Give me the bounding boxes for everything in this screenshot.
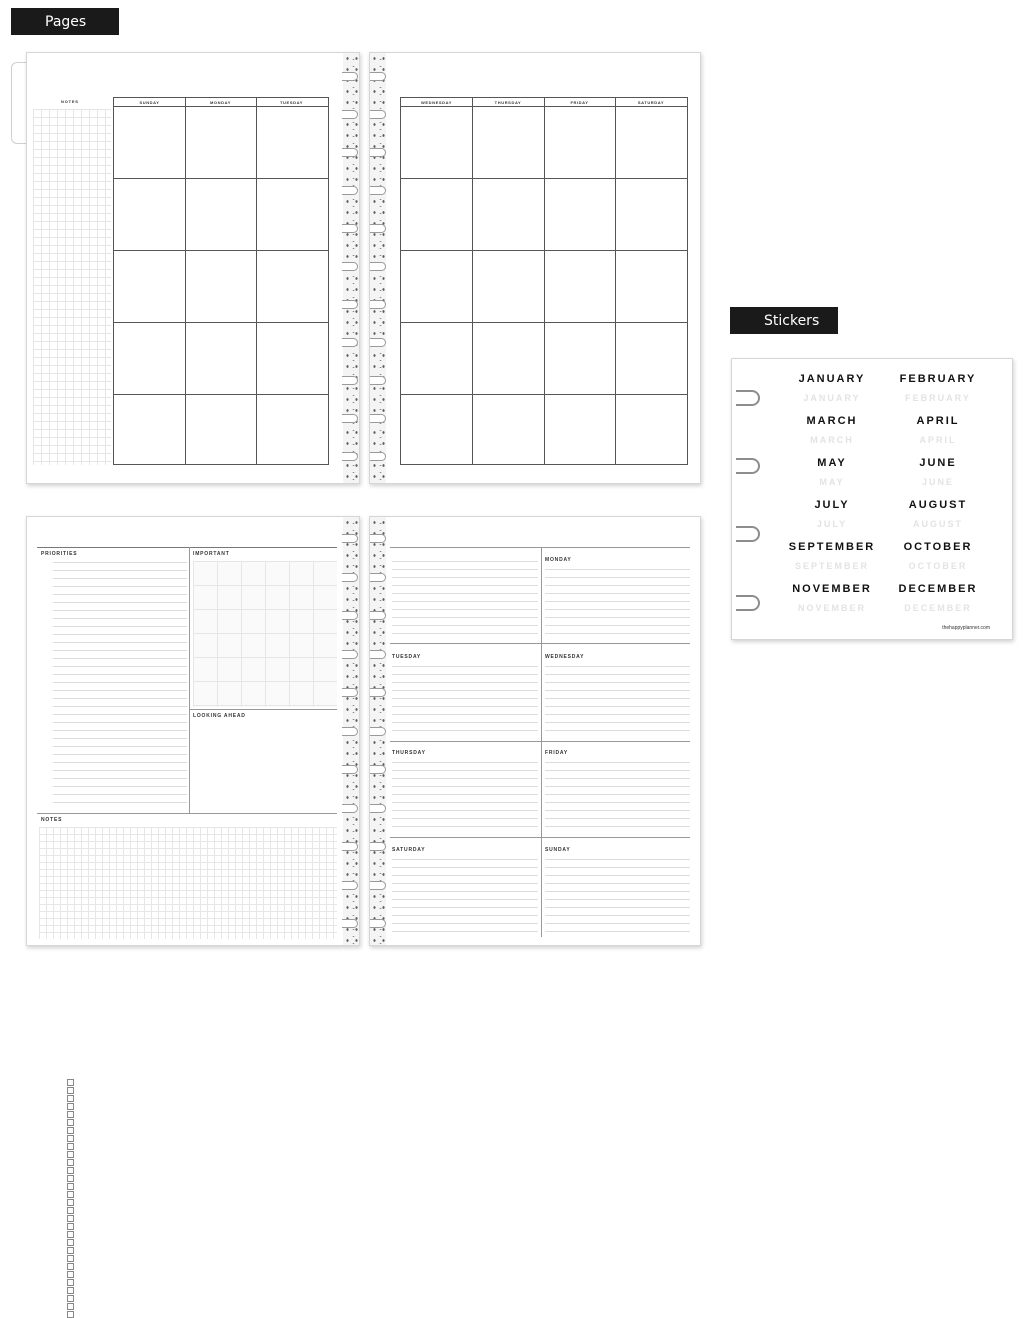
- monthly-right-page: [369, 52, 701, 484]
- priority-checkbox[interactable]: [67, 1223, 74, 1230]
- binding-disc: [342, 534, 358, 543]
- weekly-monday-label: MONDAY: [545, 557, 572, 563]
- binding-disc: [370, 842, 386, 851]
- binding-disc: [370, 262, 386, 271]
- binding-disc: [342, 224, 358, 233]
- sticker-july: JULY: [814, 499, 850, 511]
- binding-disc: [370, 534, 386, 543]
- priority-checkbox[interactable]: [67, 1247, 74, 1254]
- monday-lines: [545, 569, 690, 641]
- binding-disc: [370, 338, 386, 347]
- thursday-lines: [392, 762, 538, 834]
- priorities-list: [53, 562, 187, 808]
- binding-disc: [342, 452, 358, 461]
- sticker-october-ghost: OCTOBER: [908, 561, 968, 571]
- binding-disc: [370, 300, 386, 309]
- priority-checkbox[interactable]: [67, 1151, 74, 1158]
- binding-disc: [370, 573, 386, 582]
- binding-disc: [370, 110, 386, 119]
- sticker-november: NOVEMBER: [792, 583, 872, 595]
- stickers-label: Stickers: [730, 307, 838, 334]
- sticker-november-ghost: NOVEMBER: [797, 603, 866, 613]
- weekly-notes-grid: [39, 827, 337, 939]
- sticker-february-ghost: FEBRUARY: [905, 393, 971, 403]
- priority-checkbox[interactable]: [67, 1087, 74, 1094]
- binding-disc: [342, 414, 358, 423]
- day-header-friday: FRIDAY: [570, 100, 589, 105]
- monthly-left-page: [26, 52, 360, 484]
- saturday-lines: [392, 859, 538, 937]
- important-area: [193, 561, 337, 707]
- binding-disc: [342, 650, 358, 659]
- sticker-credit: thehappyplanner.com: [942, 625, 990, 631]
- notes-box: [392, 561, 538, 641]
- binding-disc: [342, 881, 358, 890]
- sticker-august-ghost: AUGUST: [913, 519, 963, 529]
- binding-disc: [342, 804, 358, 813]
- sticker-june-ghost: JUNE: [921, 477, 954, 487]
- binding-disc: [370, 148, 386, 157]
- sticker-august: AUGUST: [908, 499, 968, 511]
- priority-checkbox[interactable]: [67, 1295, 74, 1302]
- sticker-april: APRIL: [916, 415, 960, 427]
- binding-disc: [342, 727, 358, 736]
- looking-ahead-label: LOOKING AHEAD: [193, 713, 246, 719]
- priority-checkbox[interactable]: [67, 1271, 74, 1278]
- weekly-notes-label: NOTES: [41, 817, 63, 823]
- binding-disc: [370, 650, 386, 659]
- binding-disc: [342, 842, 358, 851]
- sticker-ring: [736, 595, 760, 611]
- weekly-right-page: [369, 516, 701, 946]
- pages-label: Pages: [11, 8, 119, 35]
- sunday-lines: [545, 859, 690, 937]
- priority-checkbox[interactable]: [67, 1207, 74, 1214]
- binding-disc: [370, 765, 386, 774]
- priority-checkbox[interactable]: [67, 1175, 74, 1182]
- weekly-saturday-label: SATURDAY: [392, 847, 426, 853]
- binding-disc: [370, 376, 386, 385]
- priority-checkbox[interactable]: [67, 1311, 74, 1318]
- binding-disc: [370, 804, 386, 813]
- wednesday-lines: [545, 666, 690, 738]
- priority-checkbox[interactable]: [67, 1303, 74, 1310]
- binding-disc: [342, 573, 358, 582]
- binding-disc: [342, 148, 358, 157]
- binding-disc: [342, 338, 358, 347]
- sticker-march-ghost: MARCH: [810, 435, 854, 445]
- binding-disc: [342, 300, 358, 309]
- binding-disc: [342, 110, 358, 119]
- sticker-september-ghost: SEPTEMBER: [794, 561, 869, 571]
- sticker-july-ghost: JULY: [816, 519, 848, 529]
- priority-checkbox[interactable]: [67, 1199, 74, 1206]
- priority-checkbox[interactable]: [67, 1119, 74, 1126]
- priority-checkbox[interactable]: [67, 1263, 74, 1270]
- sticker-ring: [736, 390, 760, 406]
- weekly-tuesday-label: TUESDAY: [392, 654, 422, 660]
- sticker-september: SEPTEMBER: [788, 541, 876, 553]
- binding-disc: [342, 688, 358, 697]
- sticker-may-ghost: MAY: [819, 477, 845, 487]
- binding-disc: [370, 452, 386, 461]
- binding-disc: [342, 765, 358, 774]
- priority-checkbox[interactable]: [67, 1095, 74, 1102]
- binding-disc: [342, 611, 358, 620]
- weekly-friday-label: FRIDAY: [545, 750, 568, 756]
- priority-checkbox[interactable]: [67, 1167, 74, 1174]
- binding-disc: [370, 611, 386, 620]
- binding-disc: [370, 688, 386, 697]
- priority-checkbox[interactable]: [67, 1239, 74, 1246]
- priority-checkbox[interactable]: [67, 1255, 74, 1262]
- priorities-label: PRIORITIES: [41, 551, 78, 557]
- monthly-notes-grid: [33, 109, 111, 465]
- binding-disc: [370, 414, 386, 423]
- binding-disc: [370, 72, 386, 81]
- sticker-ring: [736, 458, 760, 474]
- monthly-right-calendar: [400, 97, 688, 465]
- sticker-june: JUNE: [919, 457, 957, 469]
- binding-disc: [370, 727, 386, 736]
- binding-disc: [342, 376, 358, 385]
- sticker-january-ghost: JANUARY: [803, 393, 861, 403]
- priority-checkbox[interactable]: [67, 1279, 74, 1286]
- priority-checkbox[interactable]: [67, 1079, 74, 1086]
- sticker-april-ghost: APRIL: [919, 435, 957, 445]
- sticker-february: FEBRUARY: [899, 373, 977, 385]
- sticker-sheet: [731, 358, 1013, 640]
- priority-checkbox[interactable]: [67, 1231, 74, 1238]
- sticker-may: MAY: [817, 457, 847, 469]
- priority-checkbox[interactable]: [67, 1183, 74, 1190]
- priority-checkbox[interactable]: [67, 1159, 74, 1166]
- friday-lines: [545, 762, 690, 834]
- day-header-thursday: THURSDAY: [494, 100, 522, 105]
- sticker-march: MARCH: [806, 415, 858, 427]
- binding-disc: [370, 881, 386, 890]
- day-header-saturday: SATURDAY: [637, 100, 665, 105]
- day-header-tuesday: TUESDAY: [280, 100, 303, 105]
- sticker-december-ghost: DECEMBER: [904, 603, 972, 613]
- sticker-october: OCTOBER: [903, 541, 973, 553]
- priority-checkbox[interactable]: [67, 1135, 74, 1142]
- monthly-notes-label: NOTES: [61, 99, 79, 104]
- priority-checkbox[interactable]: [67, 1103, 74, 1110]
- weekly-left-page: [26, 516, 360, 946]
- weekly-thursday-label: THURSDAY: [392, 750, 426, 756]
- binding-disc: [370, 224, 386, 233]
- binding-disc: [370, 919, 386, 928]
- monthly-left-calendar: [113, 97, 329, 465]
- sticker-december: DECEMBER: [898, 583, 978, 595]
- binding-disc: [342, 72, 358, 81]
- priority-checkbox[interactable]: [67, 1287, 74, 1294]
- binding-disc: [342, 186, 358, 195]
- binding-disc: [370, 186, 386, 195]
- day-header-sunday: SUNDAY: [139, 100, 160, 105]
- weekly-sunday-label: SUNDAY: [545, 847, 571, 853]
- binding-disc: [342, 262, 358, 271]
- priority-checkbox[interactable]: [67, 1191, 74, 1198]
- tuesday-lines: [392, 666, 538, 738]
- sticker-january: JANUARY: [798, 373, 866, 385]
- priority-checkbox[interactable]: [67, 1111, 74, 1118]
- binding-disc: [342, 919, 358, 928]
- priority-checkbox[interactable]: [67, 1127, 74, 1134]
- day-header-wednesday: WEDNESDAY: [420, 100, 453, 105]
- sticker-ring: [736, 526, 760, 542]
- priority-checkbox[interactable]: [67, 1143, 74, 1150]
- weekly-wednesday-label: WEDNESDAY: [545, 654, 585, 660]
- important-label: IMPORTANT: [193, 551, 230, 557]
- priority-checkbox[interactable]: [67, 1215, 74, 1222]
- day-header-monday: MONDAY: [209, 100, 231, 105]
